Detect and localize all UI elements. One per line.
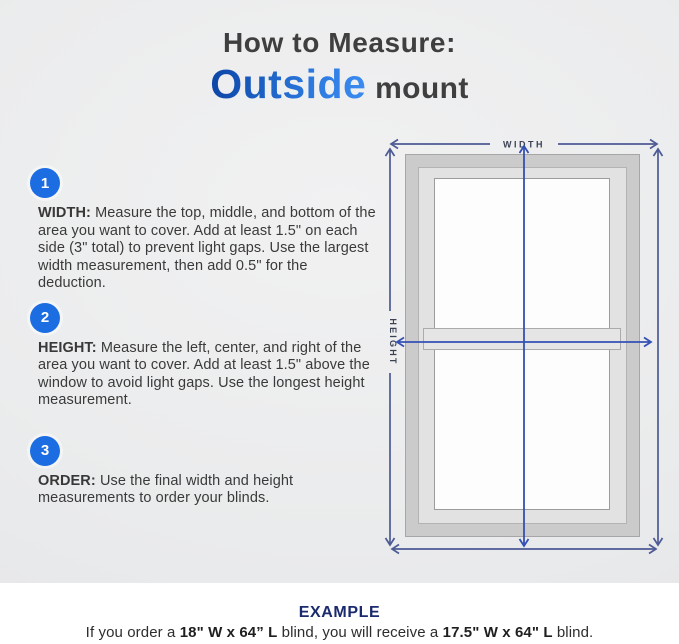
step-1-body: Measure the top, middle, and bottom of the area you want to cover. Add at least 1.5" on each side (3" total) to prevent light gaps. Use the largest width measurement, then add 0.5" for the deduction. (38, 205, 376, 291)
step-2-text (38, 340, 378, 410)
example-ordered-size: 18" W x 64” L (179, 624, 278, 641)
instruction-steps (30, 168, 378, 508)
title-line-2 (0, 61, 679, 117)
step-1-label: WIDTH: (38, 205, 91, 221)
step-3-text (38, 473, 378, 508)
step-3-number-badge: 3 (30, 436, 60, 466)
step-3 (30, 436, 378, 508)
page-title (0, 26, 679, 117)
example-middle: blind, you will receive a (277, 624, 443, 641)
step-1-text (38, 205, 378, 293)
window-middle-rail (424, 329, 621, 350)
step-1 (30, 168, 378, 293)
step-3-body: Use the final width and height measurements to order your blinds. (38, 472, 294, 506)
example-footer (0, 583, 679, 644)
example-sentence (0, 623, 679, 642)
window-illustration (406, 155, 640, 537)
step-2 (30, 303, 378, 410)
title-mount-type: Outside (210, 61, 367, 107)
example-suffix: blind. (552, 624, 594, 641)
window-measurement-diagram (372, 125, 672, 570)
example-heading: EXAMPLE (298, 604, 381, 621)
height-label: HEIGHT (388, 318, 398, 366)
title-mount-word: mount (366, 72, 469, 105)
example-prefix: If you order a (85, 624, 180, 641)
step-2-label: HEIGHT: (38, 339, 97, 356)
width-label: WIDTH (503, 139, 545, 150)
step-1-number-badge: 1 (30, 168, 60, 198)
title-line-1: How to Measure: (222, 27, 457, 58)
step-2-body: Measure the left, center, and right of the area you want to cover. Add at least 1.5" above the window to avoid light gaps. Use the longest height measurement. (38, 339, 370, 408)
step-2-number-badge: 2 (30, 303, 60, 333)
example-received-size: 17.5" W x 64" L (442, 624, 553, 641)
step-3-label: ORDER: (38, 472, 96, 489)
height-arrow-right (654, 149, 663, 545)
